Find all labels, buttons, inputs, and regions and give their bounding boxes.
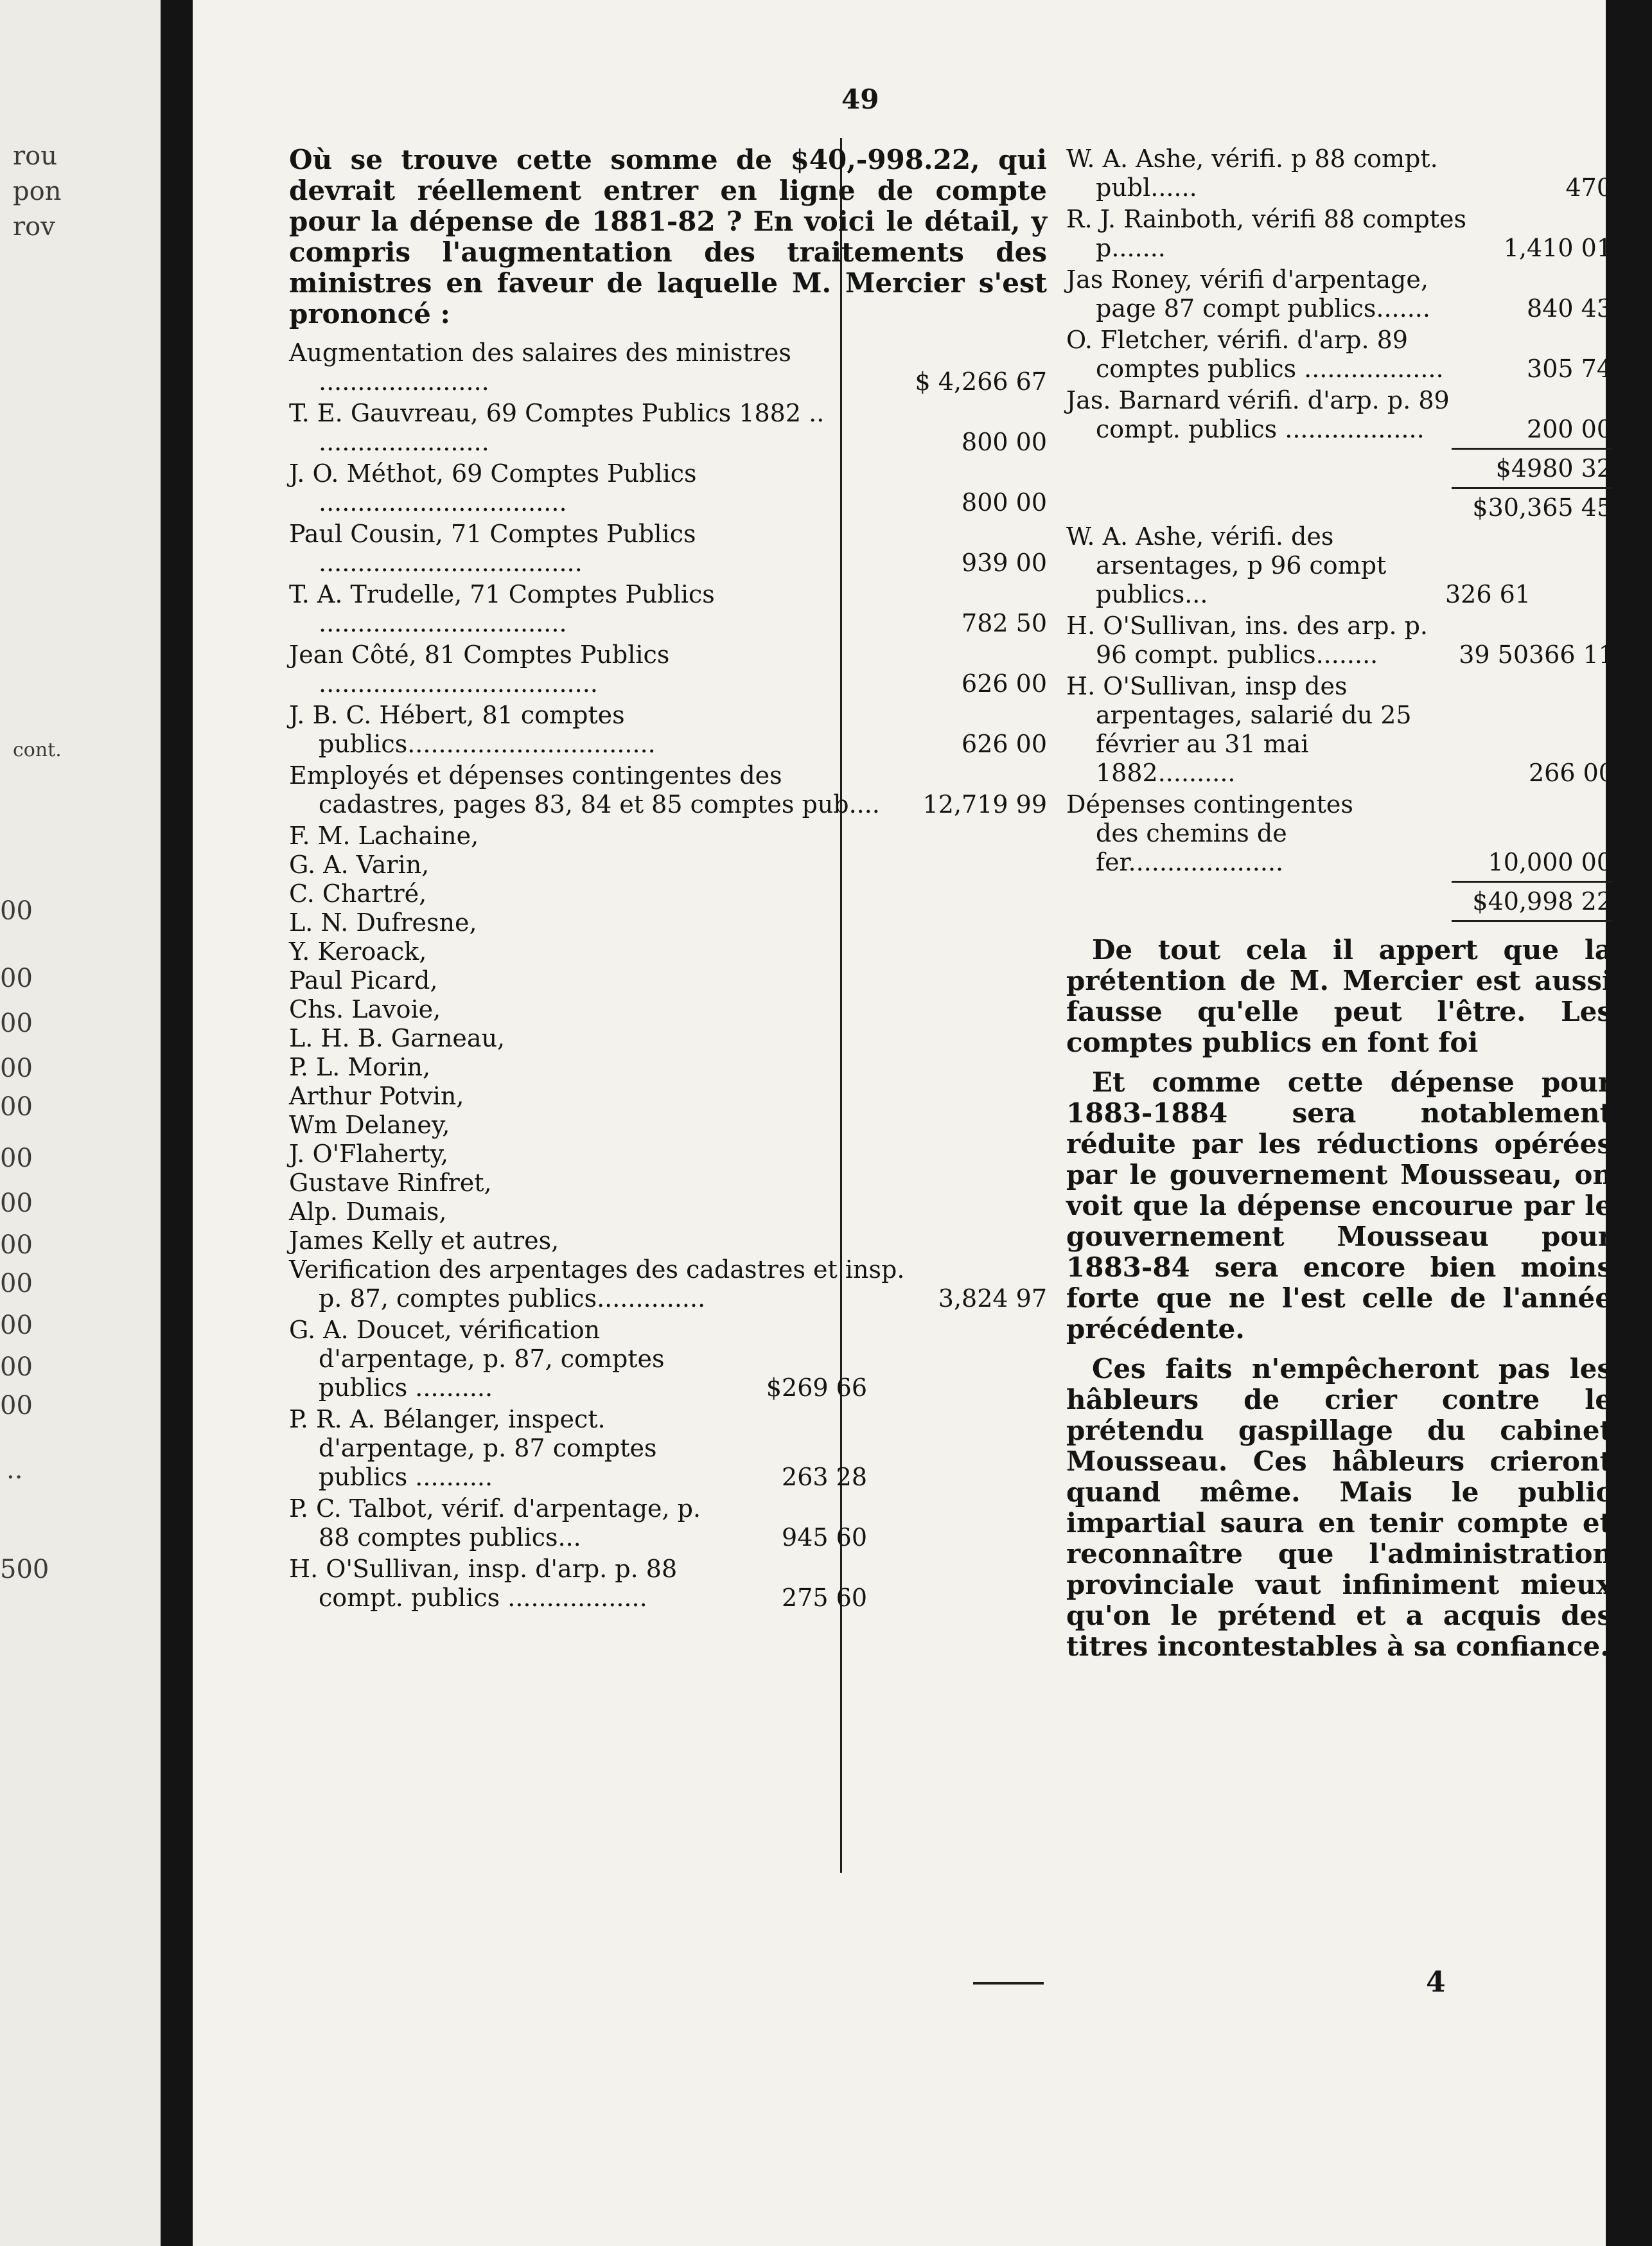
entry-label: W. A. Ashe, vérifi. des arsentages, p 96 compt publics... [1066,522,1387,608]
entry-amount: $269 66 [766,1374,867,1402]
subtotal-amount: $4980 32 [1495,454,1612,482]
subtotal-line [1066,454,1612,483]
expense-entry [1066,265,1612,323]
expense-entry [1066,672,1612,788]
expense-entry [289,339,1047,396]
employee-name: C. Chartré, [289,880,427,908]
intro-paragraph: Où se trouve cette somme de $40,-998.22, qui devrait réellement entrer en ligne de compte pour la dépense de 1881-82 ? En voici le détail, y compris l'augmentation des traitements des ministres en faveur de laquelle M. Mercier s'est prononcé : [289,144,1047,330]
sliver-text: cont. [13,739,62,761]
sliver-text: 00 [0,1144,33,1173]
employee-name: James Kelly et autres, [289,1226,559,1255]
expense-entry [289,459,1047,517]
entry-amount: 200 00 [1527,415,1612,443]
entry-label: P. C. Talbot, vérif. d'arpentage, p. 88 comptes publics... [289,1494,701,1552]
sliver-text: .. [6,1455,23,1485]
entry-amount: 305 74 [1527,355,1612,383]
sliver-text: 00 [0,1092,33,1122]
entry-amount: 1,410 01 [1503,234,1612,262]
total-rule [1452,920,1612,922]
body-paragraph: Ces faits n'empêcheront pas les hâbleurs de crier contre le prétendu gaspillage du cabinet Mousseau. Ces hâbleurs crieront quand même. Mais le public impartial saura en tenir compte et reconnaître que l'administration provinciale vaut infiniment mieux qu'on le prétend et a acquis des titres incontestables à sa confiance. [1066,1353,1612,1662]
entry-amount-total: 366 11 [1529,641,1614,669]
sub-entry [289,1316,867,1402]
body-paragraph: De tout cela il appert que la prétention de M. Mercier est aussi fausse qu'elle peut l'être. Les comptes publics en font foi [1066,934,1612,1058]
expense-entry [1066,386,1612,444]
entry-amount: 3,824 97 [938,1284,1047,1313]
entry-amount: 12,719 99 [922,790,1047,818]
sliver-text: 00 [0,1391,33,1420]
subtotal-rule [1452,448,1612,450]
entry-amount: 39 50 [1459,641,1529,669]
entry-label: R. J. Rainboth, vérifi 88 comptes p....... [1066,205,1466,262]
expense-entry [1066,790,1612,877]
employee-name: Paul Picard, [289,966,438,995]
sliver-text: 00 [0,1189,33,1218]
footer-rule [973,1982,1044,1985]
entry-label: P. R. A. Bélanger, inspect. d'arpentage, p. 87 comptes publics .......... [289,1405,657,1491]
employee-name: G. A. Varin, [289,851,430,879]
entry-label: W. A. Ashe, vérifi. p 88 compt. publ...... [1066,145,1438,202]
sliver-text: 00 [0,1352,33,1382]
employee-name: L. N. Dufresne, [289,908,477,937]
grand-total-line [1066,887,1612,916]
expense-entry [1066,326,1612,384]
entry-label: H. O'Sullivan, insp. d'arp. p. 88 compt. publics .................. [289,1555,678,1612]
total-rule [1452,881,1612,883]
adjacent-page-sliver [0,0,161,2246]
entry-amount: 275 60 [782,1584,867,1612]
expense-entry [1066,145,1612,202]
sub-entry [289,1555,867,1613]
expense-entry [289,580,1047,638]
subtotal-rule [1452,487,1612,489]
signature-mark: 4 [1426,1966,1446,1999]
subtotal-line [1066,493,1612,522]
expense-entry [1066,522,1612,609]
grand-total-amount: $40,998 22 [1472,887,1612,915]
expense-entry [289,641,1047,698]
employee-name: Chs. Lavoie, [289,995,441,1023]
expense-entry [1066,612,1612,669]
expense-entry [289,520,1047,578]
entry-amount: 626 00 [962,669,1047,698]
employee-name: Wm Delaney, [289,1111,450,1139]
sliver-text: 00 [0,1009,33,1038]
sub-entry-list [289,1316,867,1613]
sliver-text: 00 [0,1311,33,1340]
entry-label: Jas Roney, vérifi d'arpentage, page 87 compt publics....... [1066,265,1430,323]
entry-label: G. A. Doucet, vérification d'arpentage, p. 87, comptes publics .......... [289,1316,665,1402]
sliver-text: 00 [0,1230,33,1260]
entry-amount: 326 61 [1445,580,1531,608]
expense-entry [1066,205,1612,263]
entry-amount: 800 00 [962,428,1047,456]
expense-entry [289,399,1047,457]
expense-entry [289,701,1047,759]
entry-label: O. Fletcher, vérifi. d'arp. 89 comptes publics .................. [1066,326,1444,383]
entry-amount: 800 00 [962,488,1047,517]
sliver-text: rou [13,141,57,171]
employee-name: L. H. B. Garneau, [289,1024,505,1052]
entry-amount-total: 10,000 00 [1488,848,1612,876]
entry-label: T. A. Trudelle, 71 Comptes Publics ................................ [289,580,715,637]
entry-amount-total: 266 00 [1529,759,1614,787]
entry-amount: 945 60 [782,1523,867,1552]
employee-name: F. M. Lachaine, [289,822,479,850]
sub-entry [289,1405,867,1492]
entry-amount: 840 43 [1527,294,1612,323]
entry-label: Jas. Barnard vérifi. d'arp. p. 89 compt. publics .................. [1066,386,1450,443]
entry-amount: 263 28 [782,1463,867,1491]
body-paragraph: Et comme cette dépense pour 1883-1884 sera notablement réduite par les réductions opérées par le gouvernement Mousseau, on voit que la dépense encourue par le gouvernement Mousseau pour 1883-84 sera encore bien moins forte que ne l'est celle de l'année précédente. [1066,1066,1612,1345]
sliver-text: 00 [0,964,33,993]
sliver-text: 00 [0,896,33,926]
entry-amount: 626 00 [962,730,1047,758]
employee-name: J. O'Flaherty, [289,1140,449,1168]
sub-entry [289,1494,867,1552]
entry-label: Augmentation des salaires des ministres ...................... [289,339,791,396]
subtotal-amount: $30,365 45 [1472,493,1612,522]
book-page [193,0,1614,2246]
entry-amount: 782 50 [962,609,1047,637]
expense-list-left [289,339,1047,1613]
entry-amount: 470 [1565,173,1612,202]
sliver-text: 500 [0,1555,49,1584]
entry-label: H. O'Sullivan, insp des arpentages, salarié du 25 février au 31 mai 1882.......... [1066,672,1412,787]
entry-label: Dépenses contingentes des chemins de fer.................... [1066,790,1353,876]
expense-list-right [1066,145,1612,922]
employee-name: P. L. Morin, [289,1053,431,1081]
entry-amount: 939 00 [962,549,1047,577]
entry-label: J. O. Méthot, 69 Comptes Publics ................................ [289,459,697,517]
page-number: 49 [841,84,879,115]
sliver-text: pon [13,177,62,206]
left-column [289,145,1047,2104]
employee-name: Gustave Rinfret, [289,1169,492,1197]
entry-amount: $ 4,266 67 [915,367,1047,396]
employee-name: Alp. Dumais, [289,1198,447,1226]
entry-label: J. B. C. Hébert, 81 comptes publics................................ [289,701,656,758]
entry-label: Jean Côté, 81 Comptes Publics .................................... [289,641,670,698]
employee-name: Y. Keroack, [289,937,427,966]
sliver-text: rov [13,212,55,242]
entry-label: Paul Cousin, 71 Comptes Publics .................................. [289,520,696,577]
entry-label: Employés et dépenses contingentes des cadastres, pages 83, 84 et 85 comptes pub.... [289,761,880,818]
entry-label: Verification des arpentages des cadastres et insp. p. 87, comptes publics.............. [289,1255,905,1313]
expense-entry [289,1255,1047,1313]
employee-name-list [289,822,1047,1255]
right-column [1066,145,1612,2104]
employee-name: Arthur Potvin, [289,1082,464,1110]
sliver-text: 00 [0,1269,33,1298]
entry-label: T. E. Gauvreau, 69 Comptes Publics 1882 .. ...................... [289,399,825,456]
expense-entry [289,761,1047,819]
sliver-text: 00 [0,1054,33,1083]
entry-label: H. O'Sullivan, ins. des arp. p. 96 compt. publics........ [1066,612,1428,669]
